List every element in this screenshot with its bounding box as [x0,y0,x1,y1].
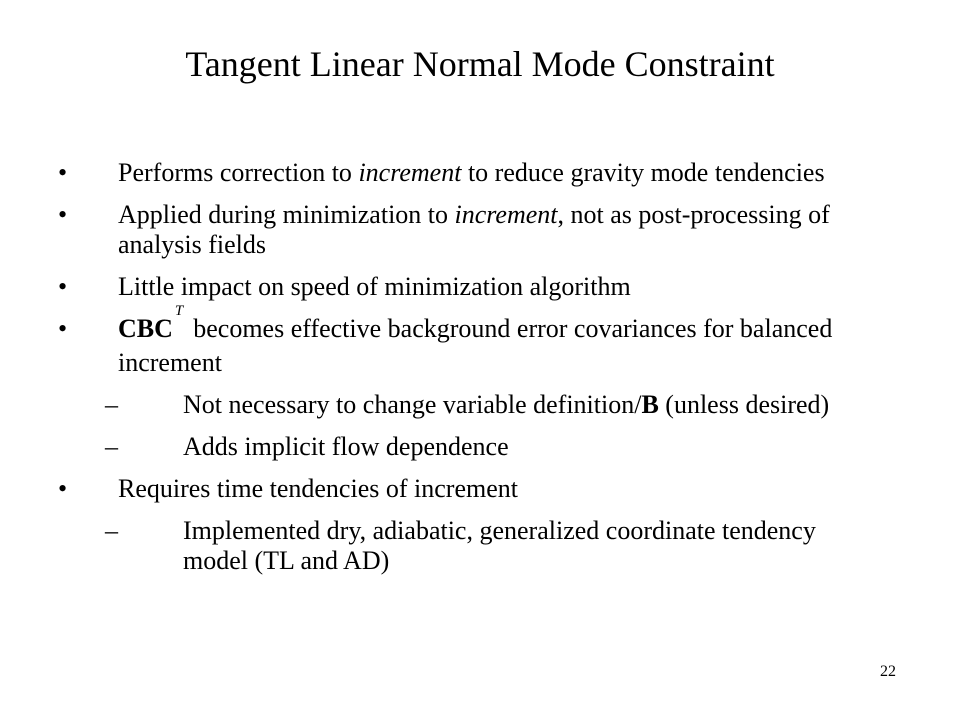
page-number: 22 [880,663,896,680]
bullet-icon: • [58,158,68,187]
bullet-icon: • [58,474,68,503]
transpose-superscript: T [174,303,184,319]
bullet-item [58,272,848,302]
bullet-text: Requires time tendencies of increment [118,474,518,503]
matrix-symbol: B [641,390,659,419]
bullet-item [58,474,848,504]
bullet-item [58,158,848,188]
bullet-text: to reduce gravity mode tendencies [461,158,825,187]
bullet-text: becomes effective background error covariances for balanced increment [118,314,833,377]
bullet-text: , not as post-processing of analysis fields [118,200,830,259]
emphasis-text: increment [454,200,558,229]
sub-bullet-item [105,432,848,462]
sub-bullet-text: (unless desired) [658,390,830,419]
bullet-text: Little impact on speed of minimization algorithm [118,272,631,301]
sub-bullet-text: Implemented dry, adiabatic, generalized coordinate tendency model (TL and AD) [183,516,816,575]
dash-icon: – [105,390,118,419]
sub-bullet-text: Not necessary to change variable definition/ [183,390,642,419]
sub-bullet-text: Adds implicit flow dependence [183,432,509,461]
sub-bullet-item [105,390,848,420]
bullet-icon: • [58,314,68,343]
bullet-text: Applied during minimization to [118,200,455,229]
dash-icon: – [105,432,118,461]
matrix-symbol: CBC [118,314,173,343]
bullet-list [58,158,848,588]
slide-title: Tangent Linear Normal Mode Constraint [185,44,775,84]
bullet-item [58,200,848,260]
bullet-icon: • [58,200,68,229]
bullet-text: Performs correction to [118,158,359,187]
sub-bullet-item [105,516,848,576]
bullet-item [58,303,848,378]
dash-icon: – [105,516,118,545]
bullet-icon: • [58,272,68,301]
emphasis-text: increment [358,158,462,187]
